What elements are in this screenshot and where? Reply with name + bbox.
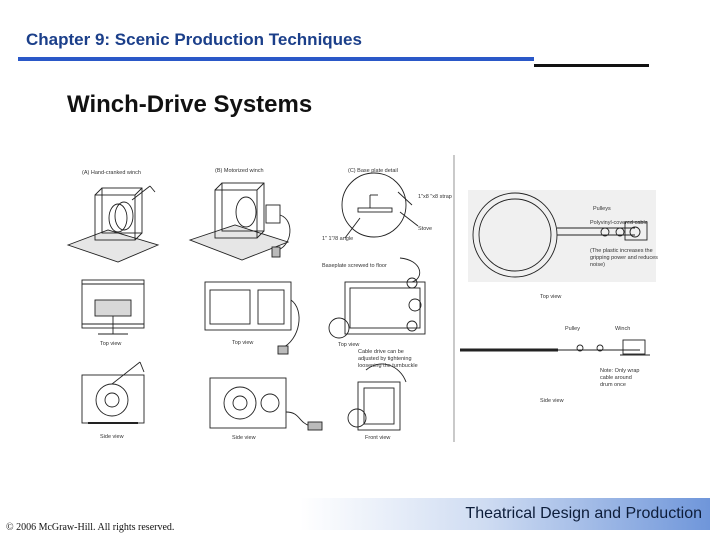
label-note-2: cable around [600, 375, 632, 381]
label-poly-2: (The plastic increases the [590, 248, 653, 254]
label-side-view-a: Side view [100, 434, 124, 440]
label-pulleys: Pulleys [593, 206, 611, 212]
label-top-view-b: Top view [232, 340, 254, 346]
hand-cranked-winch-side-view [82, 362, 144, 423]
panel-b-label: (B) Motorized winch [215, 168, 264, 174]
label-side-view-cable: Side view [540, 398, 564, 404]
label-top-view-a: Top view [100, 341, 122, 347]
label-stove: Stove [418, 226, 433, 232]
label-baseplate: Baseplate screwed to floor [322, 263, 387, 269]
label-cable-drive-1: Cable drive can be [358, 349, 404, 355]
label-front-view: Front view [365, 435, 391, 441]
base-plate-detail [342, 173, 418, 238]
label-note-1: Note: Only wrap [600, 368, 640, 374]
cable-drive-side-view [460, 340, 650, 355]
footer-book-title: Theatrical Design and Production [465, 505, 702, 522]
motorized-winch-side-view [210, 378, 322, 430]
label-poly-4: noise) [590, 262, 605, 268]
header-blue-rule [18, 57, 534, 61]
hand-cranked-winch-iso [68, 186, 158, 262]
label-top-view-c: Top view [338, 342, 360, 348]
motorized-winch-iso [190, 183, 290, 260]
winch-drive-diagram [60, 150, 680, 450]
base-plate-front-view [348, 364, 406, 430]
base-plate-top-view [329, 258, 425, 338]
hand-cranked-winch-top-view [82, 280, 144, 334]
label-note-3: drum once [600, 382, 626, 388]
label-pulley: Pulley [565, 326, 580, 332]
panel-c-label: (C) Base plate detail [348, 168, 398, 174]
label-poly-1: Polyvinyl-covered cable [590, 220, 648, 226]
label-top-view-cable: Top view [540, 294, 562, 300]
label-angle: 1" 1"/8 angle [322, 236, 354, 242]
label-cable-drive-2: adjusted by tightening [358, 356, 412, 362]
label-winch: Winch [615, 326, 631, 332]
label-poly-3: gripping power and reduces [590, 255, 658, 261]
label-strap: 1"x8 "x8 strap [418, 194, 452, 200]
winch-drive-figure [60, 150, 680, 450]
chapter-title: Chapter 9: Scenic Production Techniques [26, 30, 362, 49]
copyright-notice: © 2006 McGraw-Hill. All rights reserved. [6, 522, 175, 533]
label-cable-drive-3: loosening the turnbuckle [358, 363, 418, 369]
slide-title: Winch-Drive Systems [67, 91, 313, 118]
cable-drive-top-view [468, 190, 656, 282]
panel-a-label: (A) Hand-cranked winch [82, 170, 141, 176]
header-black-rule [534, 64, 649, 67]
label-side-view-b: Side view [232, 435, 256, 441]
